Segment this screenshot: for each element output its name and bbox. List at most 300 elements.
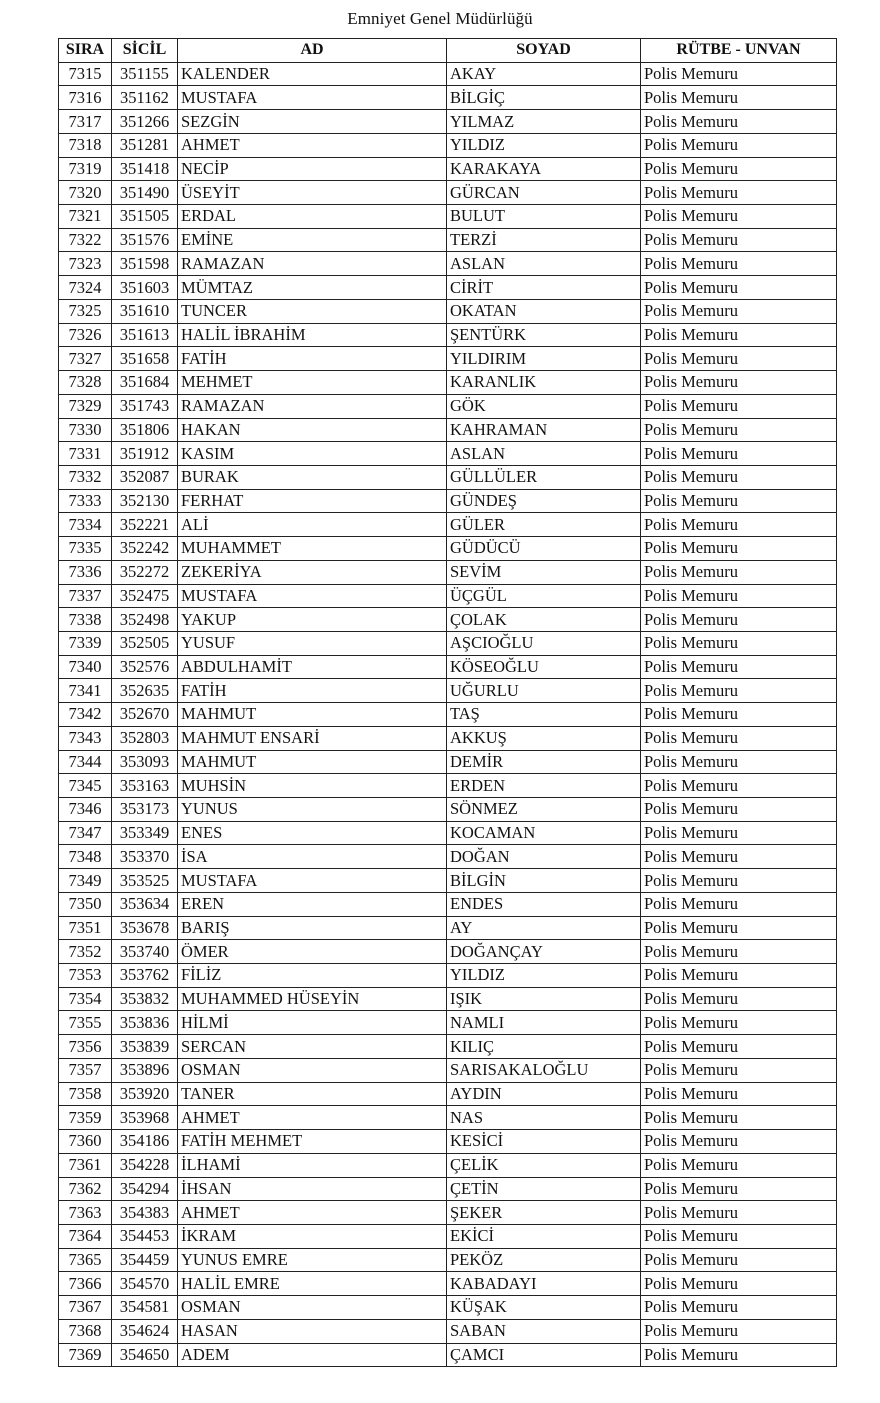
cell-soyad: KESİCİ [447, 1130, 641, 1154]
cell-ad: İHSAN [178, 1177, 447, 1201]
cell-rutbe-unvan: Polis Memuru [641, 1058, 837, 1082]
cell-sira: 7347 [59, 821, 112, 845]
cell-sicil: 352505 [112, 631, 178, 655]
cell-soyad: DOĞAN [447, 845, 641, 869]
table-row [59, 1153, 837, 1177]
cell-ad: MUSTAFA [178, 869, 447, 893]
cell-soyad: ÜÇGÜL [447, 584, 641, 608]
cell-ad: MUHAMMET [178, 537, 447, 561]
cell-sira: 7365 [59, 1248, 112, 1272]
cell-sira: 7316 [59, 86, 112, 110]
cell-ad: KASIM [178, 442, 447, 466]
cell-rutbe-unvan: Polis Memuru [641, 631, 837, 655]
cell-rutbe-unvan: Polis Memuru [641, 1319, 837, 1343]
cell-soyad: KARAKAYA [447, 157, 641, 181]
cell-ad: TANER [178, 1082, 447, 1106]
cell-sira: 7353 [59, 964, 112, 988]
cell-sira: 7322 [59, 228, 112, 252]
cell-sicil: 353163 [112, 774, 178, 798]
cell-rutbe-unvan: Polis Memuru [641, 1248, 837, 1272]
cell-rutbe-unvan: Polis Memuru [641, 845, 837, 869]
cell-rutbe-unvan: Polis Memuru [641, 62, 837, 86]
cell-rutbe-unvan: Polis Memuru [641, 1177, 837, 1201]
cell-sicil: 353832 [112, 987, 178, 1011]
cell-ad: HALİL EMRE [178, 1272, 447, 1296]
cell-sira: 7341 [59, 679, 112, 703]
column-header-rutbe-unvan: RÜTBE - UNVAN [641, 39, 837, 63]
cell-sicil: 353762 [112, 964, 178, 988]
cell-soyad: TAŞ [447, 703, 641, 727]
cell-rutbe-unvan: Polis Memuru [641, 1106, 837, 1130]
cell-soyad: AY [447, 916, 641, 940]
cell-sira: 7328 [59, 371, 112, 395]
table-row [59, 821, 837, 845]
column-header-soyad: SOYAD [447, 39, 641, 63]
cell-ad: HALİL İBRAHİM [178, 323, 447, 347]
cell-sira: 7354 [59, 987, 112, 1011]
cell-rutbe-unvan: Polis Memuru [641, 584, 837, 608]
cell-sicil: 354570 [112, 1272, 178, 1296]
cell-rutbe-unvan: Polis Memuru [641, 252, 837, 276]
cell-ad: MAHMUT [178, 750, 447, 774]
cell-rutbe-unvan: Polis Memuru [641, 1296, 837, 1320]
cell-soyad: KÜŞAK [447, 1296, 641, 1320]
cell-soyad: PEKÖZ [447, 1248, 641, 1272]
cell-sira: 7363 [59, 1201, 112, 1225]
table-row [59, 1082, 837, 1106]
cell-soyad: SABAN [447, 1319, 641, 1343]
table-header [59, 39, 837, 63]
cell-rutbe-unvan: Polis Memuru [641, 1082, 837, 1106]
table-row [59, 987, 837, 1011]
cell-ad: MAHMUT [178, 703, 447, 727]
cell-sira: 7342 [59, 703, 112, 727]
cell-sira: 7344 [59, 750, 112, 774]
cell-sira: 7321 [59, 205, 112, 229]
cell-ad: FİLİZ [178, 964, 447, 988]
cell-soyad: UĞURLU [447, 679, 641, 703]
cell-sira: 7351 [59, 916, 112, 940]
cell-soyad: GÜLER [447, 513, 641, 537]
cell-sicil: 353678 [112, 916, 178, 940]
table-row [59, 181, 837, 205]
cell-rutbe-unvan: Polis Memuru [641, 489, 837, 513]
cell-soyad: ÇELİK [447, 1153, 641, 1177]
cell-sira: 7315 [59, 62, 112, 86]
cell-soyad: KARANLIK [447, 371, 641, 395]
cell-sicil: 353349 [112, 821, 178, 845]
cell-sicil: 353839 [112, 1035, 178, 1059]
cell-ad: EMİNE [178, 228, 447, 252]
cell-sira: 7369 [59, 1343, 112, 1367]
cell-soyad: EKİCİ [447, 1224, 641, 1248]
cell-soyad: AŞCIOĞLU [447, 631, 641, 655]
cell-rutbe-unvan: Polis Memuru [641, 371, 837, 395]
cell-ad: NECİP [178, 157, 447, 181]
table-body [59, 62, 837, 1367]
cell-ad: AHMET [178, 1201, 447, 1225]
cell-sicil: 353634 [112, 892, 178, 916]
cell-ad: ÖMER [178, 940, 447, 964]
cell-ad: ABDULHAMİT [178, 655, 447, 679]
table-row [59, 489, 837, 513]
cell-soyad: CİRİT [447, 276, 641, 300]
table-row [59, 940, 837, 964]
cell-rutbe-unvan: Polis Memuru [641, 1201, 837, 1225]
cell-sicil: 351610 [112, 299, 178, 323]
personnel-table [58, 38, 837, 1367]
cell-ad: BURAK [178, 465, 447, 489]
cell-soyad: ŞENTÜRK [447, 323, 641, 347]
cell-rutbe-unvan: Polis Memuru [641, 1272, 837, 1296]
cell-sicil: 352272 [112, 560, 178, 584]
cell-ad: ENES [178, 821, 447, 845]
cell-rutbe-unvan: Polis Memuru [641, 1343, 837, 1367]
table-row [59, 1319, 837, 1343]
cell-soyad: BULUT [447, 205, 641, 229]
cell-soyad: GÜRCAN [447, 181, 641, 205]
cell-soyad: ENDES [447, 892, 641, 916]
cell-rutbe-unvan: Polis Memuru [641, 418, 837, 442]
cell-sira: 7320 [59, 181, 112, 205]
cell-sira: 7360 [59, 1130, 112, 1154]
cell-ad: RAMAZAN [178, 252, 447, 276]
table-row [59, 347, 837, 371]
cell-sira: 7364 [59, 1224, 112, 1248]
cell-sicil: 351505 [112, 205, 178, 229]
table-row [59, 110, 837, 134]
cell-ad: YAKUP [178, 608, 447, 632]
cell-ad: OSMAN [178, 1058, 447, 1082]
cell-soyad: KÖSEOĞLU [447, 655, 641, 679]
cell-rutbe-unvan: Polis Memuru [641, 513, 837, 537]
cell-sira: 7331 [59, 442, 112, 466]
cell-ad: SEZGİN [178, 110, 447, 134]
cell-sira: 7319 [59, 157, 112, 181]
cell-sicil: 354459 [112, 1248, 178, 1272]
cell-ad: ADEM [178, 1343, 447, 1367]
table-row [59, 1177, 837, 1201]
column-header-sira: SIRA [59, 39, 112, 63]
cell-rutbe-unvan: Polis Memuru [641, 987, 837, 1011]
cell-sicil: 351281 [112, 133, 178, 157]
cell-sicil: 354383 [112, 1201, 178, 1225]
cell-ad: HİLMİ [178, 1011, 447, 1035]
cell-soyad: OKATAN [447, 299, 641, 323]
cell-rutbe-unvan: Polis Memuru [641, 228, 837, 252]
cell-rutbe-unvan: Polis Memuru [641, 276, 837, 300]
table-row [59, 1201, 837, 1225]
cell-ad: HASAN [178, 1319, 447, 1343]
cell-ad: FATİH [178, 679, 447, 703]
cell-soyad: ÇETİN [447, 1177, 641, 1201]
header-row [59, 39, 837, 63]
cell-soyad: ASLAN [447, 442, 641, 466]
cell-ad: MUSTAFA [178, 584, 447, 608]
cell-sicil: 351418 [112, 157, 178, 181]
table-row [59, 513, 837, 537]
cell-rutbe-unvan: Polis Memuru [641, 537, 837, 561]
cell-sira: 7323 [59, 252, 112, 276]
cell-sira: 7355 [59, 1011, 112, 1035]
cell-sira: 7336 [59, 560, 112, 584]
cell-sicil: 352576 [112, 655, 178, 679]
cell-sicil: 352475 [112, 584, 178, 608]
cell-rutbe-unvan: Polis Memuru [641, 798, 837, 822]
cell-rutbe-unvan: Polis Memuru [641, 821, 837, 845]
cell-sicil: 354186 [112, 1130, 178, 1154]
cell-sicil: 351603 [112, 276, 178, 300]
cell-sira: 7317 [59, 110, 112, 134]
cell-sira: 7361 [59, 1153, 112, 1177]
cell-sicil: 354228 [112, 1153, 178, 1177]
cell-rutbe-unvan: Polis Memuru [641, 892, 837, 916]
table-row [59, 1296, 837, 1320]
cell-sira: 7368 [59, 1319, 112, 1343]
table-row [59, 703, 837, 727]
cell-soyad: DEMİR [447, 750, 641, 774]
cell-ad: TUNCER [178, 299, 447, 323]
table-row [59, 916, 837, 940]
table-row [59, 323, 837, 347]
cell-sira: 7329 [59, 394, 112, 418]
table-row [59, 465, 837, 489]
cell-sicil: 353836 [112, 1011, 178, 1035]
table-row [59, 631, 837, 655]
cell-soyad: AYDIN [447, 1082, 641, 1106]
cell-rutbe-unvan: Polis Memuru [641, 1035, 837, 1059]
cell-rutbe-unvan: Polis Memuru [641, 679, 837, 703]
cell-sicil: 352635 [112, 679, 178, 703]
cell-sicil: 351266 [112, 110, 178, 134]
table-row [59, 774, 837, 798]
cell-sicil: 354294 [112, 1177, 178, 1201]
cell-soyad: ÇAMCI [447, 1343, 641, 1367]
cell-sira: 7352 [59, 940, 112, 964]
table-row [59, 679, 837, 703]
cell-rutbe-unvan: Polis Memuru [641, 916, 837, 940]
table-row [59, 86, 837, 110]
cell-rutbe-unvan: Polis Memuru [641, 964, 837, 988]
cell-sira: 7330 [59, 418, 112, 442]
cell-ad: MÜMTAZ [178, 276, 447, 300]
table-row [59, 1272, 837, 1296]
cell-ad: ÜSEYİT [178, 181, 447, 205]
cell-sira: 7357 [59, 1058, 112, 1082]
cell-sicil: 352242 [112, 537, 178, 561]
cell-sira: 7318 [59, 133, 112, 157]
cell-sicil: 354650 [112, 1343, 178, 1367]
cell-ad: OSMAN [178, 1296, 447, 1320]
cell-rutbe-unvan: Polis Memuru [641, 655, 837, 679]
cell-sira: 7348 [59, 845, 112, 869]
cell-soyad: SEVİM [447, 560, 641, 584]
cell-rutbe-unvan: Polis Memuru [641, 157, 837, 181]
cell-sicil: 351155 [112, 62, 178, 86]
cell-ad: FATİH [178, 347, 447, 371]
table-row [59, 750, 837, 774]
cell-rutbe-unvan: Polis Memuru [641, 1130, 837, 1154]
cell-soyad: NAS [447, 1106, 641, 1130]
cell-sicil: 352670 [112, 703, 178, 727]
cell-rutbe-unvan: Polis Memuru [641, 608, 837, 632]
cell-rutbe-unvan: Polis Memuru [641, 299, 837, 323]
cell-ad: FATİH MEHMET [178, 1130, 447, 1154]
table-row [59, 442, 837, 466]
cell-sicil: 354624 [112, 1319, 178, 1343]
cell-sira: 7335 [59, 537, 112, 561]
cell-sicil: 351912 [112, 442, 178, 466]
table-row [59, 276, 837, 300]
cell-ad: HAKAN [178, 418, 447, 442]
cell-sicil: 352130 [112, 489, 178, 513]
cell-rutbe-unvan: Polis Memuru [641, 394, 837, 418]
cell-soyad: GÜNDEŞ [447, 489, 641, 513]
cell-sicil: 354453 [112, 1224, 178, 1248]
cell-sira: 7359 [59, 1106, 112, 1130]
table-row [59, 845, 837, 869]
cell-ad: BARIŞ [178, 916, 447, 940]
cell-sira: 7350 [59, 892, 112, 916]
cell-rutbe-unvan: Polis Memuru [641, 940, 837, 964]
table-row [59, 892, 837, 916]
cell-sira: 7327 [59, 347, 112, 371]
table-row [59, 299, 837, 323]
page-title: Emniyet Genel Müdürlüğü [347, 9, 533, 28]
table-row [59, 157, 837, 181]
cell-soyad: GÖK [447, 394, 641, 418]
cell-sira: 7338 [59, 608, 112, 632]
cell-ad: MAHMUT ENSARİ [178, 726, 447, 750]
cell-soyad: SARISAKALOĞLU [447, 1058, 641, 1082]
cell-sicil: 353740 [112, 940, 178, 964]
table-row [59, 1130, 837, 1154]
cell-soyad: YILDIRIM [447, 347, 641, 371]
cell-soyad: TERZİ [447, 228, 641, 252]
cell-soyad: BİLGİN [447, 869, 641, 893]
table-row [59, 608, 837, 632]
table-row [59, 1248, 837, 1272]
cell-rutbe-unvan: Polis Memuru [641, 181, 837, 205]
cell-rutbe-unvan: Polis Memuru [641, 703, 837, 727]
cell-sicil: 351684 [112, 371, 178, 395]
cell-soyad: GÜLLÜLER [447, 465, 641, 489]
cell-soyad: GÜDÜCÜ [447, 537, 641, 561]
table-row [59, 869, 837, 893]
cell-soyad: KILIÇ [447, 1035, 641, 1059]
cell-ad: FERHAT [178, 489, 447, 513]
cell-sira: 7337 [59, 584, 112, 608]
cell-sicil: 353525 [112, 869, 178, 893]
cell-rutbe-unvan: Polis Memuru [641, 1224, 837, 1248]
cell-sira: 7362 [59, 1177, 112, 1201]
table-row [59, 62, 837, 86]
cell-sicil: 352498 [112, 608, 178, 632]
cell-soyad: IŞIK [447, 987, 641, 1011]
cell-sicil: 351598 [112, 252, 178, 276]
table-row [59, 371, 837, 395]
cell-sira: 7366 [59, 1272, 112, 1296]
cell-soyad: KABADAYI [447, 1272, 641, 1296]
table-row [59, 1058, 837, 1082]
table-row [59, 1035, 837, 1059]
cell-rutbe-unvan: Polis Memuru [641, 726, 837, 750]
table-row [59, 584, 837, 608]
table-row [59, 1224, 837, 1248]
cell-sicil: 353896 [112, 1058, 178, 1082]
table-row [59, 537, 837, 561]
cell-sicil: 352087 [112, 465, 178, 489]
cell-sicil: 353093 [112, 750, 178, 774]
cell-sira: 7349 [59, 869, 112, 893]
cell-sicil: 353920 [112, 1082, 178, 1106]
cell-soyad: YILMAZ [447, 110, 641, 134]
table-row [59, 1011, 837, 1035]
cell-soyad: NAMLI [447, 1011, 641, 1035]
table-row [59, 798, 837, 822]
cell-soyad: YILDIZ [447, 964, 641, 988]
cell-rutbe-unvan: Polis Memuru [641, 323, 837, 347]
cell-ad: İKRAM [178, 1224, 447, 1248]
table-row [59, 1106, 837, 1130]
cell-ad: İSA [178, 845, 447, 869]
cell-sira: 7324 [59, 276, 112, 300]
cell-soyad: BİLGİÇ [447, 86, 641, 110]
cell-sicil: 353968 [112, 1106, 178, 1130]
table-row [59, 560, 837, 584]
cell-rutbe-unvan: Polis Memuru [641, 205, 837, 229]
cell-ad: İLHAMİ [178, 1153, 447, 1177]
cell-soyad: KOCAMAN [447, 821, 641, 845]
cell-rutbe-unvan: Polis Memuru [641, 774, 837, 798]
cell-soyad: AKAY [447, 62, 641, 86]
cell-sicil: 352221 [112, 513, 178, 537]
cell-sicil: 351613 [112, 323, 178, 347]
cell-soyad: AKKUŞ [447, 726, 641, 750]
cell-sicil: 351658 [112, 347, 178, 371]
cell-sicil: 351806 [112, 418, 178, 442]
cell-soyad: DOĞANÇAY [447, 940, 641, 964]
cell-rutbe-unvan: Polis Memuru [641, 133, 837, 157]
cell-ad: ALİ [178, 513, 447, 537]
cell-ad: YUSUF [178, 631, 447, 655]
table-row [59, 655, 837, 679]
cell-ad: EREN [178, 892, 447, 916]
cell-ad: ZEKERİYA [178, 560, 447, 584]
cell-sira: 7333 [59, 489, 112, 513]
cell-sicil: 353370 [112, 845, 178, 869]
cell-ad: ERDAL [178, 205, 447, 229]
cell-ad: YUNUS EMRE [178, 1248, 447, 1272]
table-row [59, 228, 837, 252]
cell-sira: 7346 [59, 798, 112, 822]
cell-sira: 7367 [59, 1296, 112, 1320]
cell-soyad: ASLAN [447, 252, 641, 276]
cell-soyad: YILDIZ [447, 133, 641, 157]
cell-sira: 7358 [59, 1082, 112, 1106]
cell-rutbe-unvan: Polis Memuru [641, 1011, 837, 1035]
table-row [59, 133, 837, 157]
cell-sicil: 351576 [112, 228, 178, 252]
cell-soyad: ÇOLAK [447, 608, 641, 632]
cell-ad: MUSTAFA [178, 86, 447, 110]
table-row [59, 964, 837, 988]
table-row [59, 418, 837, 442]
table-row [59, 1343, 837, 1367]
cell-ad: YUNUS [178, 798, 447, 822]
cell-rutbe-unvan: Polis Memuru [641, 442, 837, 466]
column-header-sicil: SİCİL [112, 39, 178, 63]
